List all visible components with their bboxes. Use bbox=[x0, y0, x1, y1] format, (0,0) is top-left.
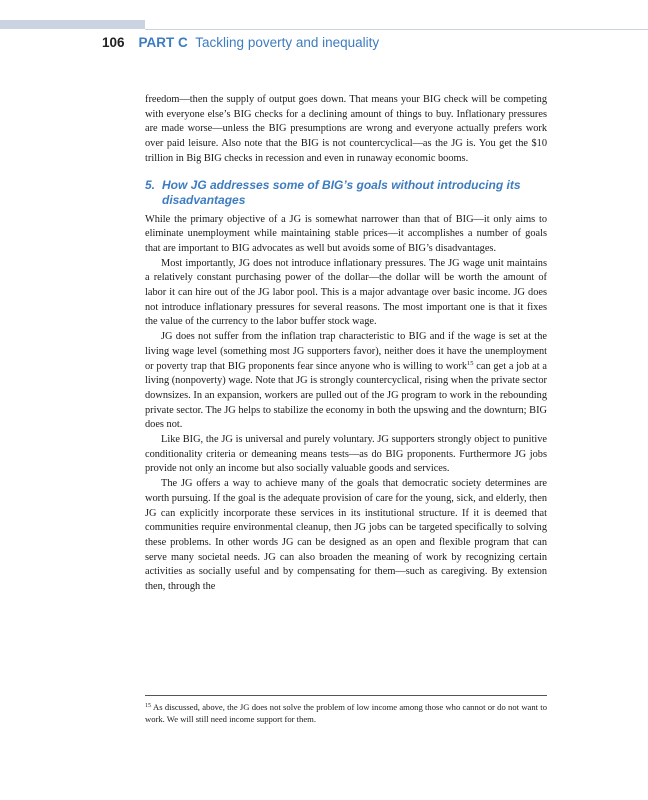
paragraph-intro: freedom—then the supply of output goes down. That means your BIG check will be competing with everyone else’s BIG checks for a declining amount of things to buy. Inflationary pressures are made worse—unless the BIG presumptions are wrong and everyone actually prefers work over paid leisure. Also note that the BIG is not countercyclical—as the JG is. You get the $10 trillion in Big BIG checks in recession and even in runaway economic booms. bbox=[145, 94, 547, 164]
footnote-rule bbox=[145, 695, 547, 696]
footnote-number: 15 bbox=[145, 703, 151, 709]
part-title: Tackling poverty and inequality bbox=[195, 35, 380, 50]
section-heading bbox=[145, 178, 547, 208]
paragraph-3-part-b: can get a job at a living (nonpoverty) wage. Note that JG is strongly countercyclical, rising when the private sector downsizes. In an expansion, workers are pulled out of the JG program to work in the rebounding private sector. The JG helps to stabilize the economy in both the upswing and the downturn; BIG does not. bbox=[145, 360, 547, 431]
footnote bbox=[145, 701, 547, 725]
running-head bbox=[102, 34, 379, 52]
paragraph-5: The JG offers a way to achieve many of the goals that democratic society determines are worth pursuing. If the goal is the adequate provision of care for the young, sick, and elderly, then JG can explicitly incorporate these services in its institutional structure. If it is deemed that communities require environmental cleanup, then JG jobs can be targeted specifically to solving these problems. In other words JG can be designed as an open and flexible program that can serve many societal needs. JG can also broaden the meaning of work by recognizing certain activities as socially useful and by compensating for them—such as caregiving. By extension then, through the bbox=[145, 478, 547, 593]
main-text bbox=[145, 93, 547, 595]
section-title: How JG addresses some of BIG’s goals without introducing its disadvantages bbox=[162, 177, 521, 207]
section-number: 5. bbox=[145, 177, 156, 192]
paragraph-1: While the primary objective of a JG is somewhat narrower than that of BIG—it only aims to eliminate unemployment while maintaining stable prices—it accomplishes a number of goals that are important to BIG advocates as well but avoids some of BIG’s disadvantages. bbox=[145, 213, 547, 254]
paragraph-3 bbox=[145, 330, 547, 433]
header-accent-bar bbox=[0, 20, 145, 29]
paragraph-2: Most importantly, JG does not introduce inflationary pressures. The JG wage unit maintains a relatively constant purchasing power of the dollar—the dollar will be worth the amount of labor it can hire out of the JG labor pool. This is a major advantage over basic income. JG does not introduce inflationary pressures for several reasons. The most important one is that it fixes the value of the currency to the labor buffer stock wage. bbox=[145, 257, 547, 328]
header-rule bbox=[145, 29, 648, 30]
paragraph-4: Like BIG, the JG is universal and purely voluntary. JG supporters strongly object to punitive conditionality criteria or demeaning means tests—as do BIG proponents. Furthermore JG jobs provide not only an income but also socially valuable goods and services. bbox=[145, 434, 547, 475]
page-number: 106 bbox=[102, 35, 125, 50]
part-label: PART C bbox=[138, 35, 188, 50]
footnote-reference[interactable]: 15 bbox=[467, 359, 474, 367]
footnote-text: As discussed, above, the JG does not solve the problem of low income among those who cannot or do not want to work. We will still need income support for them. bbox=[145, 702, 547, 724]
paragraph-3-part-a: JG does not suffer from the inflation trap characteristic to BIG and if the wage is set at the living wage level (something most JG supporters favor), neither does it have the unemployment or poverty trap that BIG proponents fear since anyone who is willing to work bbox=[145, 331, 547, 372]
